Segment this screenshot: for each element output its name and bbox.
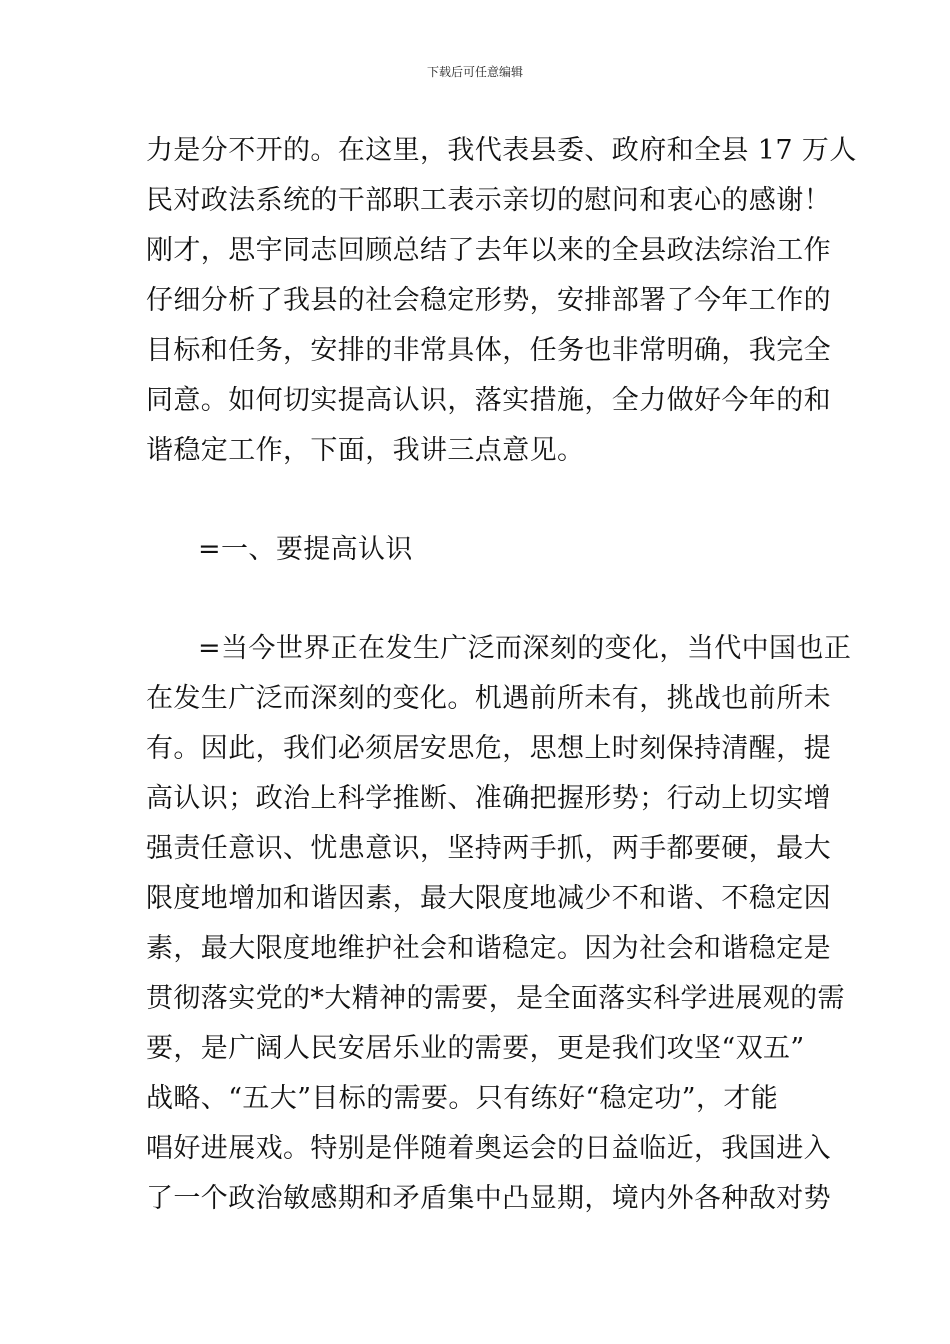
text-line: 素，最大限度地维护社会和谐稳定。因为社会和谐稳定是 — [146, 933, 831, 964]
text-line: 贯彻落实党的*大精神的需要，是全面落实科学进展观的需 — [146, 983, 845, 1014]
text-line: 要，是广阔人民安居乐业的需要，更是我们攻坚“双五” — [146, 1033, 805, 1064]
text-line: 民对政法系统的干部职工表示亲切的慰问和衷心的感谢！ — [146, 185, 831, 216]
text-line: 强责任意识、忧患意识，坚持两手抓，两手都要硬，最大 — [146, 833, 831, 864]
text-line: 谐稳定工作，下面，我讲三点意见。 — [146, 435, 585, 466]
page-header: 下载后可任意编辑 — [426, 65, 523, 79]
text-line: 仔细分析了我县的社会稳定形势，安排部署了今年工作的 — [146, 285, 831, 316]
text-line: 战略、“五大”目标的需要。只有练好“稳定功”，才能 — [146, 1083, 779, 1114]
text-line: 同意。如何切实提高认识，落实措施，全力做好今年的和 — [146, 385, 831, 416]
text-line: 刚才，思宇同志回顾总结了去年以来的全县政法综治工作 — [146, 235, 831, 266]
text-line: 力是分不开的。在这里，我代表县委、政府和全县 17 万人 — [146, 135, 857, 166]
text-line: 唱好进展戏。特别是伴随着奥运会的日益临近，我国进入 — [146, 1133, 831, 1164]
text-line: 在发生广泛而深刻的变化。机遇前所未有，挑战也前所未 — [146, 683, 831, 714]
text-line: 限度地增加和谐因素，最大限度地减少不和谐、不稳定因 — [146, 883, 831, 914]
text-line: =当今世界正在发生广泛而深刻的变化，当代中国也正 — [198, 633, 852, 664]
section-heading: =一、要提高认识 — [198, 534, 413, 565]
text-line: 高认识；政治上科学推断、准确把握形势；行动上切实增 — [146, 783, 831, 814]
text-line: 有。因此，我们必须居安思危，思想上时刻保持清醒，提 — [146, 733, 831, 764]
text-line: 目标和任务，安排的非常具体，任务也非常明确，我完全 — [146, 335, 831, 366]
text-line: 了一个政治敏感期和矛盾集中凸显期，境内外各种敌对势 — [146, 1183, 831, 1214]
